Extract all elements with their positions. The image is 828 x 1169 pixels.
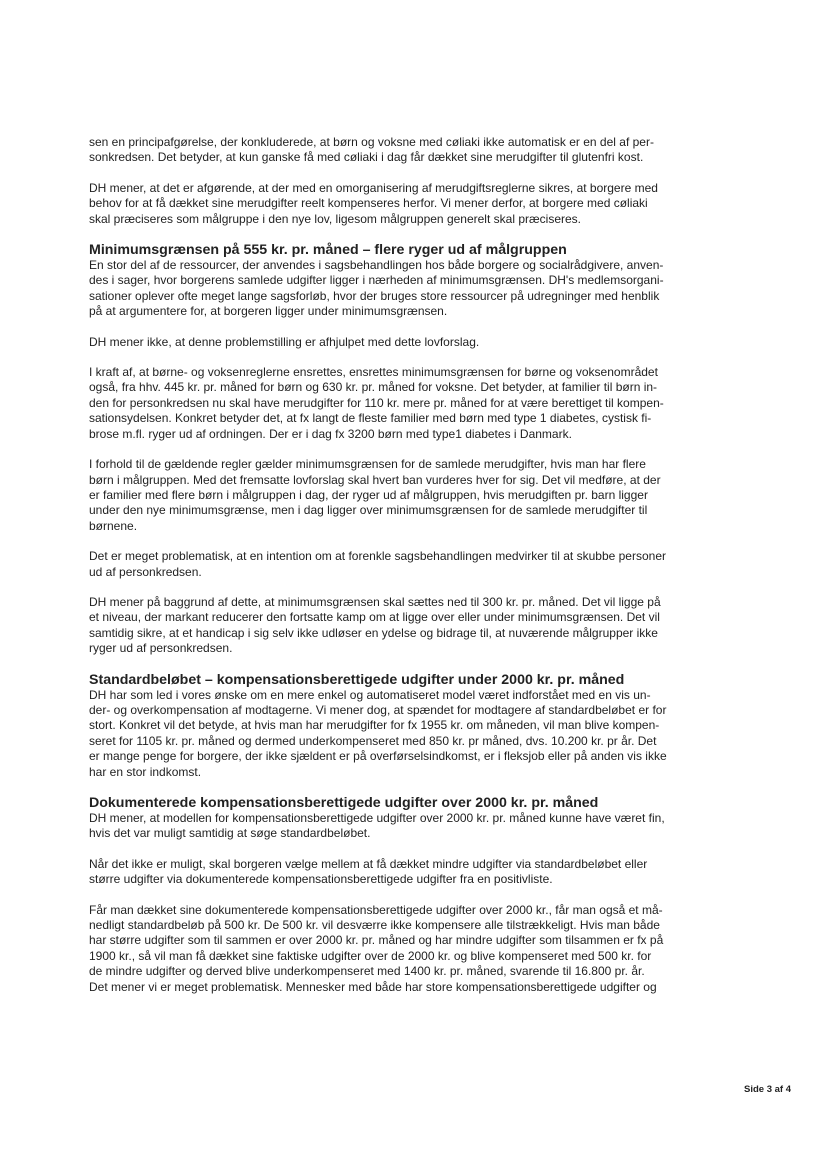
paragraph: Får man dækket sine dokumenterede kompensationsberettigede udgifter over 2000 kr., får man også et må- nedligt standardbeløb på 500 kr. De 500 kr. vil desværre ikke kompensere alle tilstrækkeligt. Hvis man både har større udgifter som til sammen er over 2000 kr. pr. måned og har mindre udgifter som tilsammen er fx på 1900 kr., så vil man få dækket sine faktiske udgifter over de 2000 kr. og blive kompenseret med 500 kr. for de mindre udgifter og derved blive underkompenseret med 1400 kr. pr. måned, svarende til 16.800 pr. år. Det mener vi er meget problematisk. Mennesker med både har store kompensationsberettigede udgifter og bbox=[89, 902, 664, 994]
paragraph: DH mener ikke, at denne problemstilling er afhjulpet med dette lovforslag. bbox=[89, 334, 480, 349]
section-heading: Standardbeløbet – kompensationsberettigede udgifter under 2000 kr. pr. måned bbox=[89, 671, 625, 688]
paragraph: Det er meget problematisk, at en intention om at forenkle sagsbehandlingen medvirker til at skubbe personer ud af personkredsen. bbox=[89, 549, 666, 579]
paragraph: DH mener, at modellen for kompensationsberettigede udgifter over 2000 kr. pr. måned kunne have været fin, hvis det var muligt samtidig at søge standardbeløbet. bbox=[89, 811, 665, 841]
paragraph: DH mener på baggrund af dette, at minimumsgrænsen skal sættes ned til 300 kr. pr. måned. Det vil ligge på et niveau, der markant reducerer den fortsatte kamp om at ligge over eller under minimumsgrænsen. Det vil samtidig sikre, at et handicap i sig selv ikke udløser en ydelse og bidrage til, at nuværende målgrupper ikke ryger ud af personkredsen. bbox=[89, 594, 661, 656]
paragraph: I forhold til de gældende regler gælder minimumsgrænsen for de samlede merudgifter, hvis man har flere børn i målgruppen. Med det fremsatte lovforslag skal hvert ban vurderes hver for sig. Det vil medføre, at der er familier med flere børn i målgruppen i dag, der ryger ud af målgruppen, hvis merudgiften pr. barn ligger under den nye minimumsgrænse, men i dag ligger over minimumsgrænsen for de samlede merudgifter til børnene. bbox=[89, 457, 661, 533]
document-body bbox=[89, 135, 739, 995]
paragraph: DH mener, at det er afgørende, at der med en omorganisering af merudgiftsreglerne sikres, at borgere med behov for at få dækket sine merudgifter reelt kompenseres herfor. Vi mener derfor, at borgere med cøliaki skal præciseres som målgruppe i den nye lov, ligesom målgruppen generelt skal præciseres. bbox=[89, 180, 658, 226]
paragraph: En stor del af de ressourcer, der anvendes i sagsbehandlingen hos både borgere og socialrådgivere, anven- des i sager, hvor borgerens samlede udgifter ligger i nærheden af minimumsgrænsen. DH's medlemsorgani- sationer oplever ofte meget lange sagsforløb, hvor der bruges store ressourcer på udregninger med henblik på at argumentere for, at borgeren ligger under minimumsgrænsen. bbox=[89, 258, 664, 319]
paragraph: I kraft af, at børne- og voksenreglerne ensrettes, ensrettes minimumsgrænsen for børne og voksenområdet også, fra hhv. 445 kr. pr. måned for børn og 630 kr. pr. måned for voksne. Det betyder, at familier til børn in- den for personkredsen nu skal have merudgifter for 110 kr. mere pr. måned for at være berettiget til kompen- sationsydelsen. Konkret betyder det, at fx langt de fleste familier med børn med type 1 diabetes, cystisk fi- brose m.fl. ryger ud af ordningen. Der er i dag fx 3200 børn med type1 diabetes i Danmark. bbox=[89, 365, 664, 441]
paragraph: Når det ikke er muligt, skal borgeren vælge mellem at få dækket mindre udgifter via standardbeløbet eller større udgifter via dokumenterede kompensationsberettigede udgifter fra en positivliste. bbox=[89, 856, 648, 887]
paragraph: DH har som led i vores ønske om en mere enkel og automatiseret model været indforstået med en vis un- der- og overkompensation af modtagerne. Vi mener dog, at spændet for modtagere af standardbeløbet er for stort. Konkret vil det betyde, at hvis man har merudgifter for fx 1955 kr. om måneden, vil man blive kompen- seret for 1105 kr. pr. måned og dermed underkompenseret med 850 kr. pr måned, dvs. 10.200 kr. pr år. Det er mange penge for borgere, der ikke sjældent er på overførselsindkomst, er i fleksjob eller på anden vis ikke har en stor indkomst. bbox=[89, 687, 667, 779]
section-heading: Dokumenterede kompensationsberettigede udgifter over 2000 kr. pr. måned bbox=[89, 795, 599, 811]
paragraph: sen en principafgørelse, der konkluderede, at børn og voksne med cøliaki ikke automatisk er en del af per- sonkredsen. Det betyder, at kun ganske få med cøliaki i dag får dækket sine merudgifter til glutenfri kost. bbox=[89, 135, 654, 165]
page-number: Side 3 af 4 bbox=[744, 1084, 791, 1095]
section-heading: Minimumsgrænsen på 555 kr. pr. måned – flere ryger ud af målgruppen bbox=[89, 242, 567, 259]
